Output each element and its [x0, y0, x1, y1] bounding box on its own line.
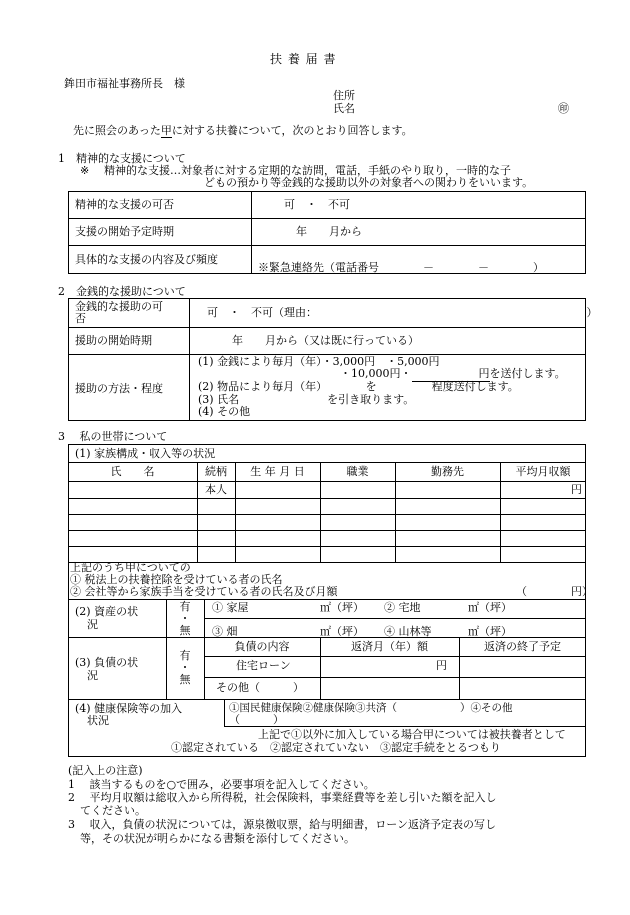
debt-row-mortgage: 住宅ローン — [236, 659, 291, 672]
debt-yes[interactable]: 有 — [179, 649, 191, 662]
asset-forest: ④ 山林等 — [384, 625, 432, 638]
debt-label-b: 況 — [87, 669, 98, 682]
note-3a: 3 収入，負債の状況については，源泉徴収票，給与明細書，ローン返済予定表の写し — [68, 818, 497, 831]
col-workplace: 勤務先 — [431, 465, 464, 478]
debt-col-repayment: 返済月（年）額 — [351, 640, 428, 653]
aid-method-label: 援助の方法・程度 — [75, 382, 163, 395]
aid-method-4[interactable]: (4) その他 — [198, 405, 251, 418]
summary-line2[interactable]: ① 税法上の扶養控除を受けている者の氏名 — [70, 573, 283, 586]
assets-dot: ・ — [179, 612, 191, 625]
asset-house: ① 家屋 — [212, 601, 249, 614]
notes-heading: (記入上の注意) — [68, 764, 143, 777]
aid-method-1[interactable]: (1) 金銭により毎月（年）・3,000円 ・5,000円 — [198, 355, 440, 368]
asset-house-unit[interactable]: ㎡（坪） — [320, 601, 364, 614]
asset-land: ② 宅地 — [384, 601, 421, 614]
seal-mark: ㊞ — [558, 102, 569, 115]
monetary-aid-label-b: 否 — [75, 312, 86, 325]
aid-method-3[interactable]: (3) 氏名 を引き取ります。 — [198, 393, 415, 406]
insurance-options[interactable]: ①国民健康保険②健康保険③共済（ ）④その他 — [229, 702, 513, 714]
income-yen-unit: 円 — [571, 483, 582, 496]
col-birthdate: 生 年 月 日 — [250, 465, 305, 478]
debt-col-end: 返済の終了予定 — [484, 640, 561, 653]
self-relation-cell: 本人 — [205, 483, 227, 496]
col-occupation: 職業 — [346, 465, 369, 478]
support-start-label: 支援の開始予定時期 — [75, 225, 174, 238]
asset-forest-unit[interactable]: ㎡（坪） — [468, 625, 512, 638]
support-detail-label: 具体的な支援の内容及び頻度 — [75, 253, 218, 266]
aid-start-label: 援助の開始時期 — [75, 334, 152, 347]
asset-land-unit[interactable]: ㎡（坪） — [468, 601, 512, 614]
monetary-aid-label-a: 金銭的な援助の可 — [75, 300, 163, 313]
summary-line3[interactable]: ② 会社等から家族手当を受けている者の氏名及び月額 — [70, 585, 338, 598]
insurance-note: 上記で①以外に加入している場合甲については被扶養者として — [258, 728, 566, 741]
debt-col-content: 負債の内容 — [234, 640, 290, 653]
aid-method-2[interactable]: (2) 物品により毎月（年） を 程度送付します。 — [198, 380, 519, 393]
family-heading: (1) 家族構成・収入等の状況 — [75, 447, 216, 460]
section2-heading: 2 金銭的な援助について — [58, 285, 186, 298]
note-1: 1 該当するものを○で囲み，必要事項を記入してください。 — [68, 778, 375, 791]
emergency-contact-field[interactable]: ※緊急連絡先（電話番号 － － ） — [258, 261, 544, 274]
section1-note-line2: どもの預かり等金銭的な援助以外の対象者への関わりをいいます。 — [204, 176, 534, 189]
family-allowance-amount[interactable]: （ 円） — [516, 585, 593, 598]
assets-yes[interactable]: 有 — [179, 600, 191, 613]
debt-label-a: (3) 負債の状 — [75, 656, 139, 669]
intro-text: 先に照会のあった甲に対する扶養について，次のとおり回答します。 — [73, 124, 413, 137]
support-availability-value[interactable]: 可 ・ 不可 — [284, 198, 350, 211]
note-3b: 等，その状況が明らかになる書類を添付してください。 — [80, 832, 355, 845]
name-label: 氏名 — [333, 102, 355, 115]
assets-label-b: 況 — [87, 618, 98, 631]
support-start-value[interactable]: 年 月から — [296, 225, 362, 238]
col-relation: 続柄 — [205, 465, 227, 478]
support-availability-label: 精神的な支援の可否 — [75, 198, 174, 211]
note-2b: てください。 — [80, 804, 146, 817]
col-name: 氏 名 — [110, 465, 155, 478]
document-title: 扶 養 届 書 — [270, 52, 337, 66]
insurance-certification[interactable]: ①認定されている ②認定されていない ③認定手続をとるつもり — [171, 741, 501, 754]
assets-label-a: (2) 資産の状 — [75, 605, 139, 618]
address-label: 住所 — [333, 89, 355, 102]
aid-start-value[interactable]: 年 月から（又は既に行っている） — [232, 334, 419, 347]
section3-heading: 3 私の世帯について — [58, 430, 168, 443]
debt-row-other[interactable]: その他（ ） — [216, 681, 304, 694]
col-monthly-income: 平均月収額 — [515, 465, 571, 478]
section1-heading: 1 精神的な支援について — [58, 152, 186, 165]
summary-line1: 上記のうち甲についての — [70, 561, 191, 574]
note-2a: 2 平均月収額は総収入から所得税，社会保険料，事業経費等を差し引いた額を記入し — [68, 791, 497, 804]
debt-no[interactable]: 無 — [179, 673, 191, 686]
asset-field-unit[interactable]: ㎡（坪） — [320, 625, 364, 638]
debt-row-mortgage-yen: 円 — [436, 659, 447, 672]
insurance-label-a: (4) 健康保険等の加入 — [75, 702, 183, 715]
section1-note-mark: ※ — [80, 164, 90, 177]
debt-dot: ・ — [179, 661, 191, 674]
aid-method-1-continued[interactable]: ・10,000円・ 円を送付します。 — [340, 367, 566, 380]
assets-no[interactable]: 無 — [179, 624, 191, 637]
monetary-aid-value[interactable]: 可 ・ 不可（理由： ） — [207, 306, 598, 319]
insurance-label-b: 状況 — [87, 714, 109, 727]
insurance-options-other[interactable]: （ ） — [229, 713, 284, 726]
asset-field: ③ 畑 — [212, 625, 238, 638]
addressee: 鉾田市福祉事務所長 様 — [64, 77, 185, 90]
section1-note-line1: 精神的な支援…対象者に対する定期的な訪問，電話，手紙のやり取り，一時的な子 — [104, 164, 511, 177]
